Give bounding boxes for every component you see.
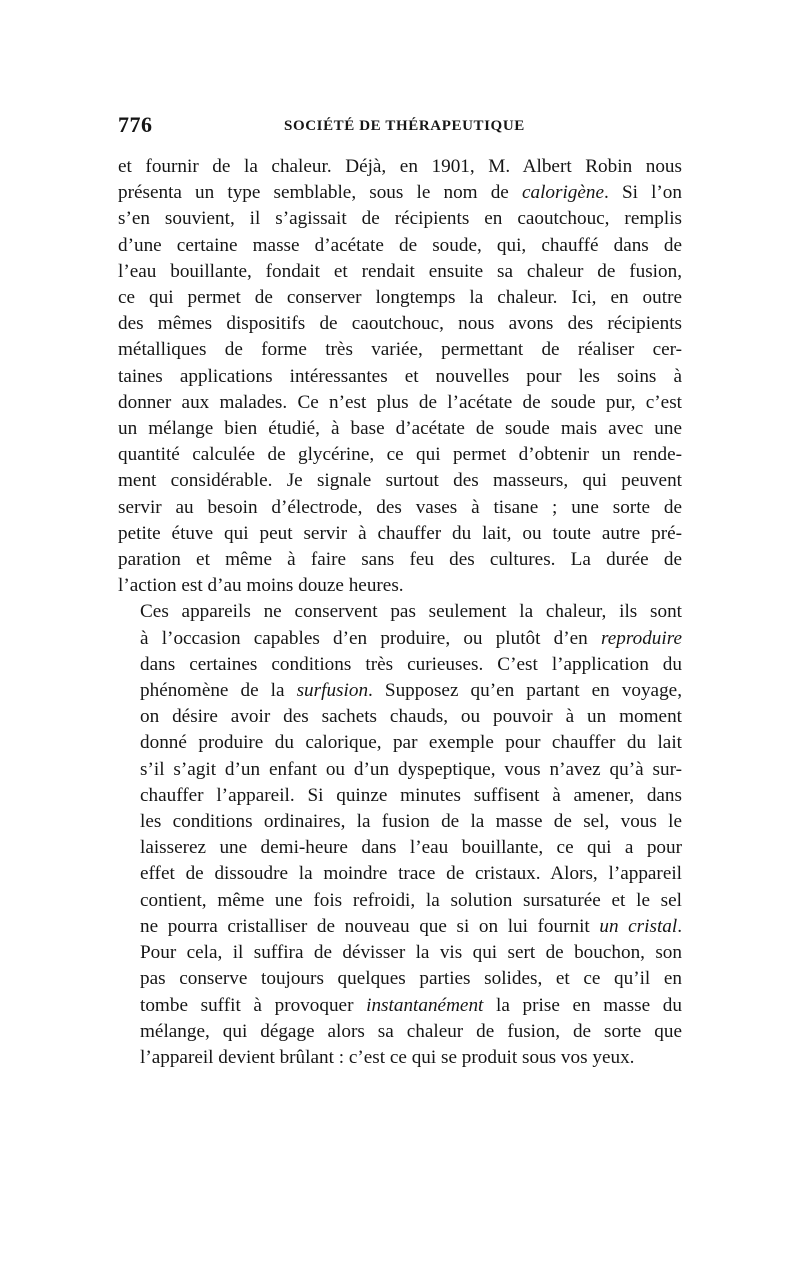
text-line: quantité calculée de glycérine, ce qui permet d’obtenir un rende-	[118, 444, 682, 466]
italic-term: calorigène	[521, 182, 605, 204]
running-head: SOCIÉTÉ DE THÉRAPEUTIQUE	[284, 118, 525, 134]
text-line: Pour cela, il suffira de dévisser la vis qui sert de bouchon, son	[140, 942, 682, 964]
text-line: donner aux malades. Ce n’est plus de l’acétate de soude pur, c’est	[118, 391, 682, 413]
page-header	[118, 112, 682, 142]
text-line: mélange, qui dégage alors sa chaleur de fusion, de sorte que	[140, 1020, 682, 1042]
text-line: s’en souvient, il s’agissait de récipients en caoutchouc, remplis	[118, 208, 682, 230]
text-line: pas conserve toujours quelques parties solides, et ce qu’il en	[140, 968, 682, 990]
text-line: un mélange bien étudié, à base d’acétate de soude mais avec une	[118, 418, 682, 440]
text-line: Ces appareils ne conservent pas seulement la chaleur, ils sont	[140, 601, 682, 623]
paragraph-2	[118, 599, 682, 1071]
text-line: dans certaines conditions très curieuses. C’est l’application du	[140, 653, 682, 675]
text-line: présenta un type semblable, sous le nom de calorigène. Si l’on	[118, 182, 682, 204]
text-line: laisserez une demi-heure dans l’eau bouillante, ce qui a pour	[140, 837, 682, 859]
paragraph-1	[118, 154, 682, 599]
text-line: chauffer l’appareil. Si quinze minutes suffisent à amener, dans	[140, 784, 682, 806]
italic-term: un cristal	[599, 915, 678, 937]
text-line: ment considérable. Je signale surtout des masseurs, qui peuvent	[118, 470, 682, 492]
text-line: on désire avoir des sachets chauds, ou pouvoir à un moment	[140, 706, 682, 728]
text-line: taines applications intéressantes et nouvelles pour les soins à	[118, 365, 682, 387]
text-line: l’eau bouillante, fondait et rendait ensuite sa chaleur de fusion,	[118, 260, 682, 282]
book-page	[118, 112, 682, 1071]
italic-term: reproduire	[600, 627, 682, 649]
text-line: phénomène de la surfusion. Supposez qu’en partant en voyage,	[140, 680, 682, 702]
text-line: l’action est d’au moins douze heures.	[118, 575, 404, 597]
text-line: à l’occasion capables d’en produire, ou plutôt d’en reproduire	[140, 627, 682, 649]
text-line: effet de dissoudre la moindre trace de cristaux. Alors, l’appareil	[140, 863, 682, 885]
italic-term: instantanément	[366, 994, 484, 1016]
text-line: l’appareil devient brûlant : c’est ce qui se produit sous vos yeux.	[140, 1046, 635, 1068]
text-line: d’une certaine masse d’acétate de soude, qui, chauffé dans de	[118, 234, 682, 256]
text-line: donné produire du calorique, par exemple pour chauffer du lait	[140, 732, 682, 754]
text-line: contient, même une fois refroidi, la solution sursaturée et le sel	[140, 889, 682, 911]
text-line: ne pourra cristalliser de nouveau que si on lui fournit un cristal.	[140, 915, 682, 937]
text-line: des mêmes dispositifs de caoutchouc, nous avons des récipients	[118, 313, 682, 335]
text-line: paration et même à faire sans feu des cultures. La durée de	[118, 549, 682, 571]
text-line: s’il s’agit d’un enfant ou d’un dyspeptique, vous n’avez qu’à sur-	[140, 758, 682, 780]
text-line: les conditions ordinaires, la fusion de la masse de sel, vous le	[140, 811, 682, 833]
text-line: servir au besoin d’électrode, des vases à tisane ; une sorte de	[118, 496, 682, 518]
text-line: ce qui permet de conserver longtemps la chaleur. Ici, en outre	[118, 287, 682, 309]
page-number: 776	[118, 112, 153, 137]
italic-term: surfusion	[296, 680, 369, 702]
text-line: petite étuve qui peut servir à chauffer du lait, ou toute autre pré-	[118, 522, 682, 544]
text-line: métalliques de forme très variée, permettant de réaliser cer-	[118, 339, 682, 361]
text-line: tombe suffit à provoquer instantanément la prise en masse du	[140, 994, 682, 1016]
text-line: et fournir de la chaleur. Déjà, en 1901, M. Albert Robin nous	[118, 156, 682, 177]
